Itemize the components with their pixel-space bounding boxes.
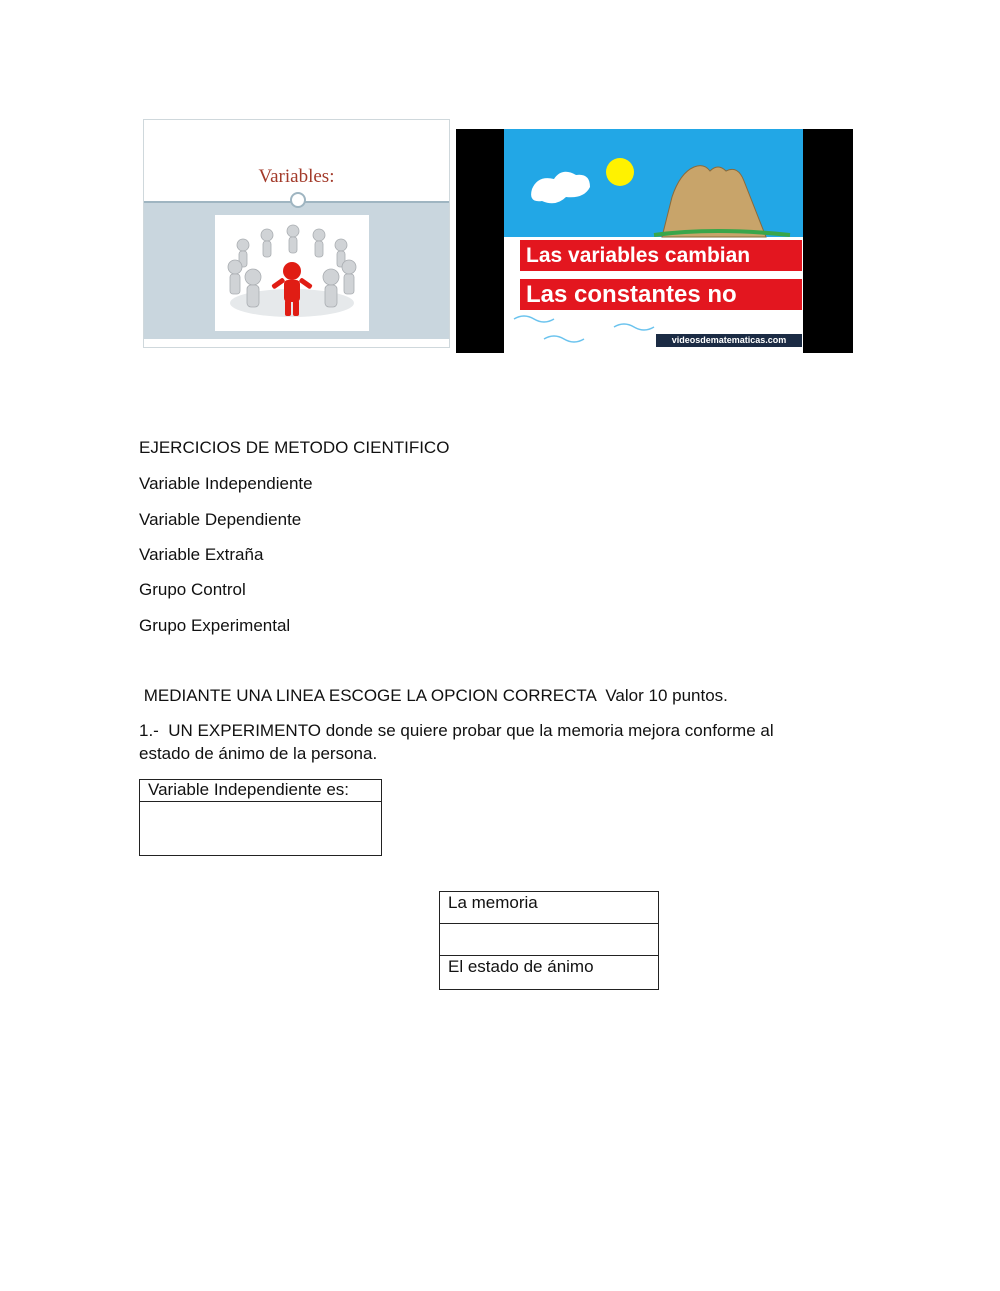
variables-slide-image	[143, 119, 450, 348]
people-circle-illustration	[215, 215, 369, 331]
slide-title: Variables:	[258, 166, 335, 187]
variables-video-thumbnail	[456, 129, 853, 353]
term-item: Variable Dependiente	[139, 510, 302, 529]
instruction-text: MEDIANTE UNA LINEA ESCOGE LA OPCION CORRECTA Valor 10 puntos.	[139, 686, 728, 705]
question-line-2: estado de ánimo de la persona.	[139, 744, 378, 763]
question-line-1: 1.- UN EXPERIMENTO donde se quiere probar que la memoria mejora conforme al	[139, 721, 774, 740]
answer-table-header: Variable Independiente es:	[140, 780, 381, 802]
options-table	[439, 891, 659, 990]
option-la-memoria[interactable]: La memoria	[440, 892, 658, 924]
term-item: Variable Independiente	[139, 474, 313, 493]
website-label: videosdematematicas.com	[656, 334, 802, 347]
term-item: Grupo Experimental	[139, 616, 291, 635]
option-blank[interactable]	[440, 924, 658, 956]
banner-constantes-no: Las constantes no	[520, 279, 802, 310]
answer-table	[139, 779, 382, 856]
term-item: Grupo Control	[139, 580, 246, 599]
worksheet-heading: EJERCICIOS DE METODO CIENTIFICO	[139, 438, 450, 457]
option-estado-de-animo[interactable]: El estado de ánimo	[448, 957, 594, 976]
answer-drop-zone[interactable]	[140, 802, 381, 856]
banner-variables-cambian: Las variables cambian	[520, 240, 802, 271]
term-item: Variable Extraña	[139, 545, 264, 564]
